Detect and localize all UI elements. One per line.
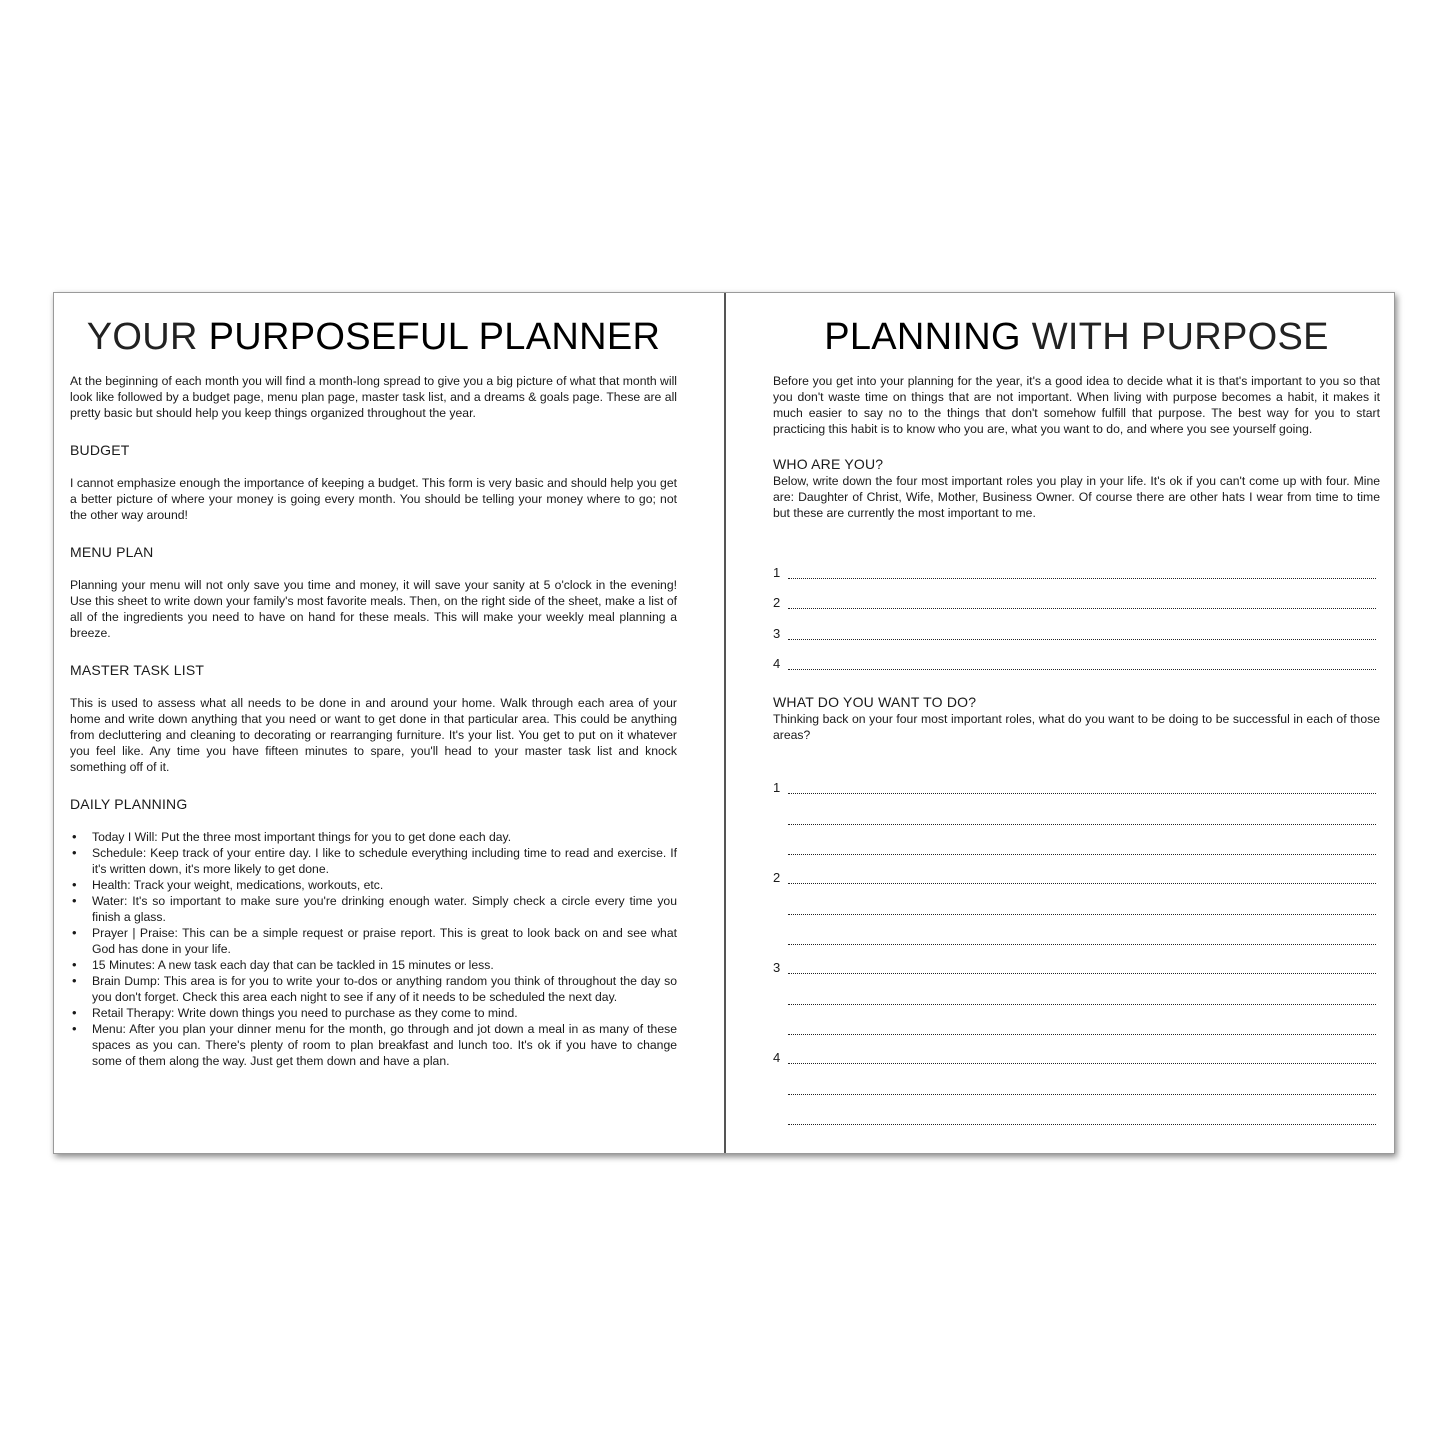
what-do-you-want-heading: WHAT DO YOU WANT TO DO? bbox=[773, 694, 977, 710]
write-in-line[interactable] bbox=[788, 608, 1376, 609]
right-title-light: WITH PURPOSE bbox=[1031, 316, 1329, 358]
list-item: • Brain Dump: This area is for you to write your to-dos or anything random you think of throughout the day so you don't forget. Check this area each night to see if any of it needs to be scheduled the next day. bbox=[92, 973, 677, 1005]
role-line-row bbox=[773, 610, 1380, 641]
budget-heading: BUDGET bbox=[70, 442, 130, 458]
master-task-list-paragraph: This is used to assess what all needs to be done in and around your home. Walk through each area of your home and write down anything that you need or want to get done in that particular area. This could be anything from decluttering and cleaning to decorating or rearranging furniture. It's your list. You get to put on it whatever you feel like. Any time you have fifteen minutes to spare, you'll head to your master task list and knock something off of it. bbox=[70, 696, 677, 774]
role-line-row bbox=[773, 580, 1380, 611]
goal-number: 2 bbox=[773, 870, 781, 885]
goal-number: 3 bbox=[773, 960, 781, 975]
write-in-line[interactable] bbox=[788, 1063, 1376, 1064]
right-title-bold: PLANNING bbox=[824, 316, 1021, 358]
write-in-line[interactable] bbox=[788, 1034, 1376, 1035]
goal-group bbox=[773, 1043, 1380, 1126]
list-item: • Retail Therapy: Write down things you need to purchase as they come to mind. bbox=[92, 1005, 677, 1021]
who-are-you-heading: WHO ARE YOU? bbox=[773, 456, 884, 472]
write-in-line[interactable] bbox=[788, 1004, 1376, 1005]
goal-line-row bbox=[773, 863, 1380, 885]
left-page bbox=[54, 293, 724, 1153]
goal-line-row bbox=[773, 975, 1380, 1006]
list-item: • 15 Minutes: A new task each day that can be tackled in 15 minutes or less. bbox=[92, 957, 677, 973]
left-intro-paragraph: At the beginning of each month you will find a month-long spread to give you a big picture of what that month will look like followed by a budget page, menu plan page, master task list, and a dreams & goals page. These are all pretty basic but should help you keep things organized throughout the year. bbox=[70, 374, 677, 420]
write-in-line[interactable] bbox=[788, 1124, 1376, 1125]
who-are-you-paragraph: Below, write down the four most important roles you play in your life. It's ok if you can't come up with four. Mine are: Daughter of Christ, Wife, Mother, Business Owner. Of course there are other hats I wear from time to time but these are currently the most important to me. bbox=[773, 474, 1380, 520]
goals-lines bbox=[773, 773, 1380, 1126]
list-item: • Health: Track your weight, medications, workouts, etc. bbox=[92, 877, 677, 893]
goal-line-row bbox=[773, 1006, 1380, 1037]
master-task-list-heading: MASTER TASK LIST bbox=[70, 662, 205, 678]
goal-number: 4 bbox=[773, 1050, 781, 1065]
role-line-row bbox=[773, 641, 1380, 672]
goal-line-row bbox=[773, 953, 1380, 975]
write-in-line[interactable] bbox=[788, 793, 1376, 794]
role-number: 2 bbox=[773, 595, 781, 610]
goal-line-row bbox=[773, 826, 1380, 857]
right-page-title bbox=[773, 317, 1380, 357]
goal-group bbox=[773, 863, 1380, 946]
goal-line-row bbox=[773, 795, 1380, 826]
goal-group bbox=[773, 953, 1380, 1036]
daily-planning-list bbox=[70, 829, 677, 1069]
goal-line-row bbox=[773, 1065, 1380, 1096]
list-item: • Today I Will: Put the three most important things for you to get done each day. bbox=[92, 829, 677, 845]
goal-line-row bbox=[773, 1096, 1380, 1127]
left-title-light: YOUR bbox=[86, 316, 198, 358]
role-line-row bbox=[773, 549, 1380, 580]
goal-group bbox=[773, 773, 1380, 856]
list-item: • Schedule: Keep track of your entire day. I like to schedule everything including time to read and exercise. If it's written down, it's more likely to get done. bbox=[92, 845, 677, 877]
right-intro-paragraph: Before you get into your planning for the year, it's a good idea to decide what it is that's important to you so that you don't waste time on things that are not important. When living with purpose becomes a habit, it makes it much easier to say no to the things that don't somehow fulfill that purpose. The best way for you to start practicing this habit is to know who you are, what you want to do, and where you see yourself going. bbox=[773, 374, 1380, 436]
write-in-line[interactable] bbox=[788, 1094, 1376, 1095]
goal-line-row bbox=[773, 916, 1380, 947]
write-in-line[interactable] bbox=[788, 669, 1376, 670]
daily-planning-heading: DAILY PLANNING bbox=[70, 796, 188, 812]
write-in-line[interactable] bbox=[788, 973, 1376, 974]
menu-plan-paragraph: Planning your menu will not only save you time and money, it will save your sanity at 5 o'clock in the evening! Use this sheet to write down your family's most favorite meals. Then, on the right side of the sheet, make a list of all of the ingredients you need to have on hand for these meals. This will make your weekly meal planning a breeze. bbox=[70, 578, 677, 640]
left-title-bold: PURPOSEFUL PLANNER bbox=[208, 316, 661, 358]
write-in-line[interactable] bbox=[788, 824, 1376, 825]
list-item: • Menu: After you plan your dinner menu for the month, go through and jot down a meal in as many of these spaces as you can. There's plenty of room to plan breakfast and lunch too. It's ok if you have to change some of them along the way. Just get them down and have a plan. bbox=[92, 1021, 677, 1069]
role-number: 4 bbox=[773, 656, 781, 671]
write-in-line[interactable] bbox=[788, 883, 1376, 884]
write-in-line[interactable] bbox=[788, 854, 1376, 855]
planner-spread bbox=[53, 292, 1395, 1154]
right-page bbox=[726, 293, 1394, 1153]
left-page-title bbox=[70, 317, 677, 357]
list-item: • Water: It's so important to make sure you're drinking enough water. Simply check a circle every time you finish a glass. bbox=[92, 893, 677, 925]
role-number: 3 bbox=[773, 625, 781, 641]
write-in-line[interactable] bbox=[788, 578, 1376, 579]
menu-plan-heading: MENU PLAN bbox=[70, 544, 154, 560]
role-number: 1 bbox=[773, 564, 781, 580]
write-in-line[interactable] bbox=[788, 639, 1376, 640]
goal-line-row bbox=[773, 1043, 1380, 1065]
goal-number: 1 bbox=[773, 780, 781, 795]
what-do-you-want-paragraph: Thinking back on your four most important roles, what do you want to be doing to be successful in each of those areas? bbox=[773, 712, 1380, 742]
list-item: • Prayer | Praise: This can be a simple request or praise report. This is great to look back on and see what God has done in your life. bbox=[92, 925, 677, 957]
budget-paragraph: I cannot emphasize enough the importance of keeping a budget. This form is very basic and should help you get a better picture of where your money is going every month. You should be telling your money where to go; not the other way around! bbox=[70, 476, 677, 522]
write-in-line[interactable] bbox=[788, 944, 1376, 945]
roles-lines bbox=[773, 549, 1380, 671]
goal-line-row bbox=[773, 773, 1380, 795]
write-in-line[interactable] bbox=[788, 914, 1376, 915]
goal-line-row bbox=[773, 885, 1380, 916]
